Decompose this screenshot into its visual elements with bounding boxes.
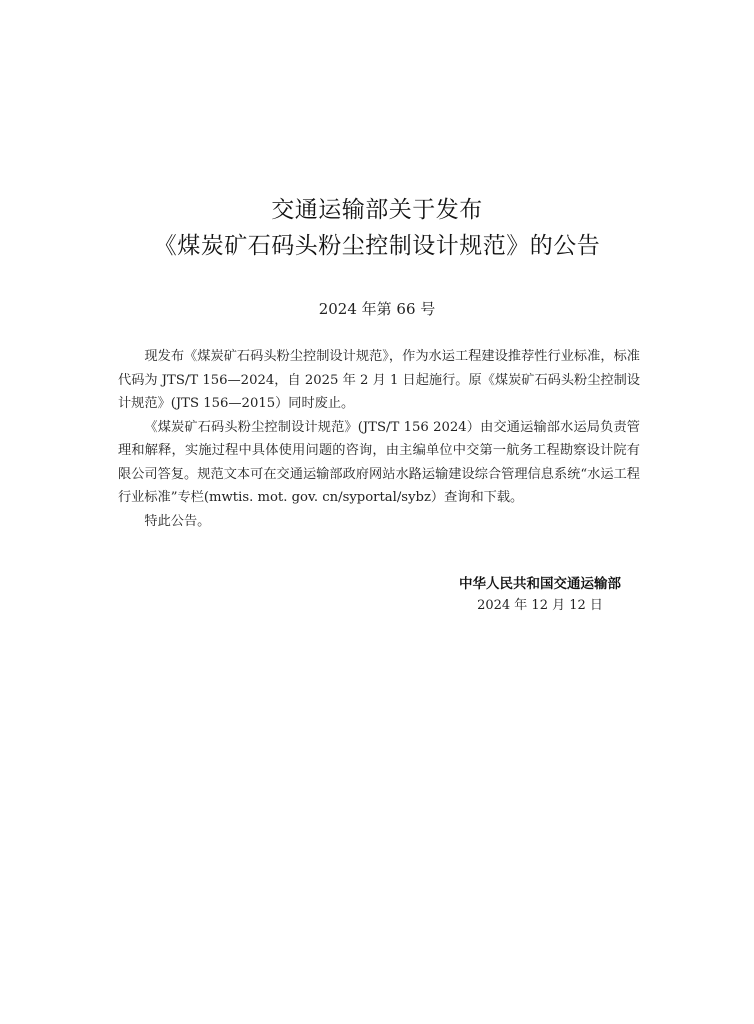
title-line-2: 《煤炭矿石码头粉尘控制设计规范》的公告 — [153, 233, 601, 259]
announcement-title — [0, 192, 754, 264]
document-number: 2024 年第 66 号 — [318, 300, 436, 318]
issuing-organization: 中华人民共和国交通运输部 — [459, 576, 621, 592]
paragraph-closing: 特此公告。 — [144, 513, 211, 529]
paragraph-interpretation: 《煤炭矿石码头粉尘控制设计规范》(JTS/T 156 2024）由交通运输部水运局负责管理和解释，实施过程中具体使用问题的咨询，由主编单位中交第一航务工程勘察设计院有限公司答复。规范文本可在交通运输部政府网站水路运输建设综合管理信息系统“水运工程行业标准”专栏(mwtis. mot. gov. cn/syportal/sybz）查询和下载。 — [118, 419, 640, 505]
issue-date: 2024 年 12 月 12 日 — [477, 598, 603, 613]
announcement-body — [118, 345, 640, 533]
signature-block — [420, 573, 660, 617]
title-line-1: 交通运输部关于发布 — [271, 197, 483, 223]
paragraph-publication: 现发布《煤炭矿石码头粉尘控制设计规范》，作为水运工程建设推荐性行业标准，标准代码为 JTS/T 156—2024，自 2025 年 2 月 1 日起施行。原《煤炭矿石码头粉尘控制设计规范》(JTS 156—2015）同时废止。 — [118, 349, 640, 411]
